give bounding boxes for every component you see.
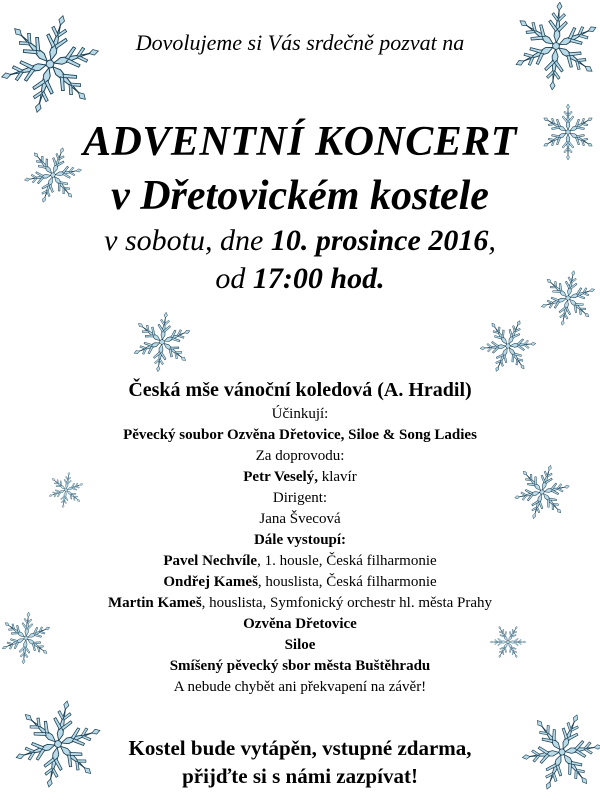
closing-note <box>0 734 600 790</box>
guest-item: Ondřej Kameš, houslista, Česká filharmonie <box>163 574 437 590</box>
conductor-label: Dirigent: <box>272 490 328 506</box>
snowflake-icon <box>480 318 536 374</box>
accompaniment-label: Za doprovodu: <box>255 448 345 464</box>
invitation-text: Dovolujeme si Vás srdečně pozvat na <box>135 30 465 55</box>
program-section <box>0 376 600 698</box>
page-title: ADVENTNÍ KONCERT <box>83 119 517 165</box>
performers-label: Účinkují: <box>271 406 329 422</box>
guest-item: Martin Kameš, houslista, Symfonický orchestr hl. města Prahy <box>107 595 493 611</box>
ensemble-item: Ozvěna Dřetovice <box>243 616 357 632</box>
accompanist: Petr Veselý, klavír <box>243 469 357 485</box>
event-time: od 17:00 hod. <box>215 262 385 295</box>
ensemble-item: Siloe <box>284 637 316 653</box>
page-subtitle: v Dřetovickém kostele <box>111 173 489 219</box>
snowflake-icon <box>132 312 192 372</box>
performers: Pěvecký soubor Ozvěna Dřetovice, Siloe & Song Ladies <box>123 427 477 443</box>
conductor: Jana Švecová <box>259 511 341 527</box>
snowflake-icon <box>0 14 100 114</box>
ensemble-item: Smíšený pěvecký sbor města Buštěhradu <box>169 658 431 674</box>
closing-line-1: Kostel bude vytápěn, vstupné zdarma, <box>128 736 472 760</box>
also-performing-label: Dále vystoupí: <box>253 532 347 548</box>
closing-line-2: přijďte si s námi zazpívat! <box>182 764 418 788</box>
surprise-note: A nebude chybět ani překvapení na závěr! <box>173 679 427 695</box>
event-date: v sobotu, dne 10. prosince 2016, <box>104 224 496 257</box>
guest-item: Pavel Nechvíle, 1. housle, Česká filharmonie <box>163 553 437 569</box>
program-headline: Česká mše vánoční koledová (A. Hradil) <box>128 379 472 401</box>
